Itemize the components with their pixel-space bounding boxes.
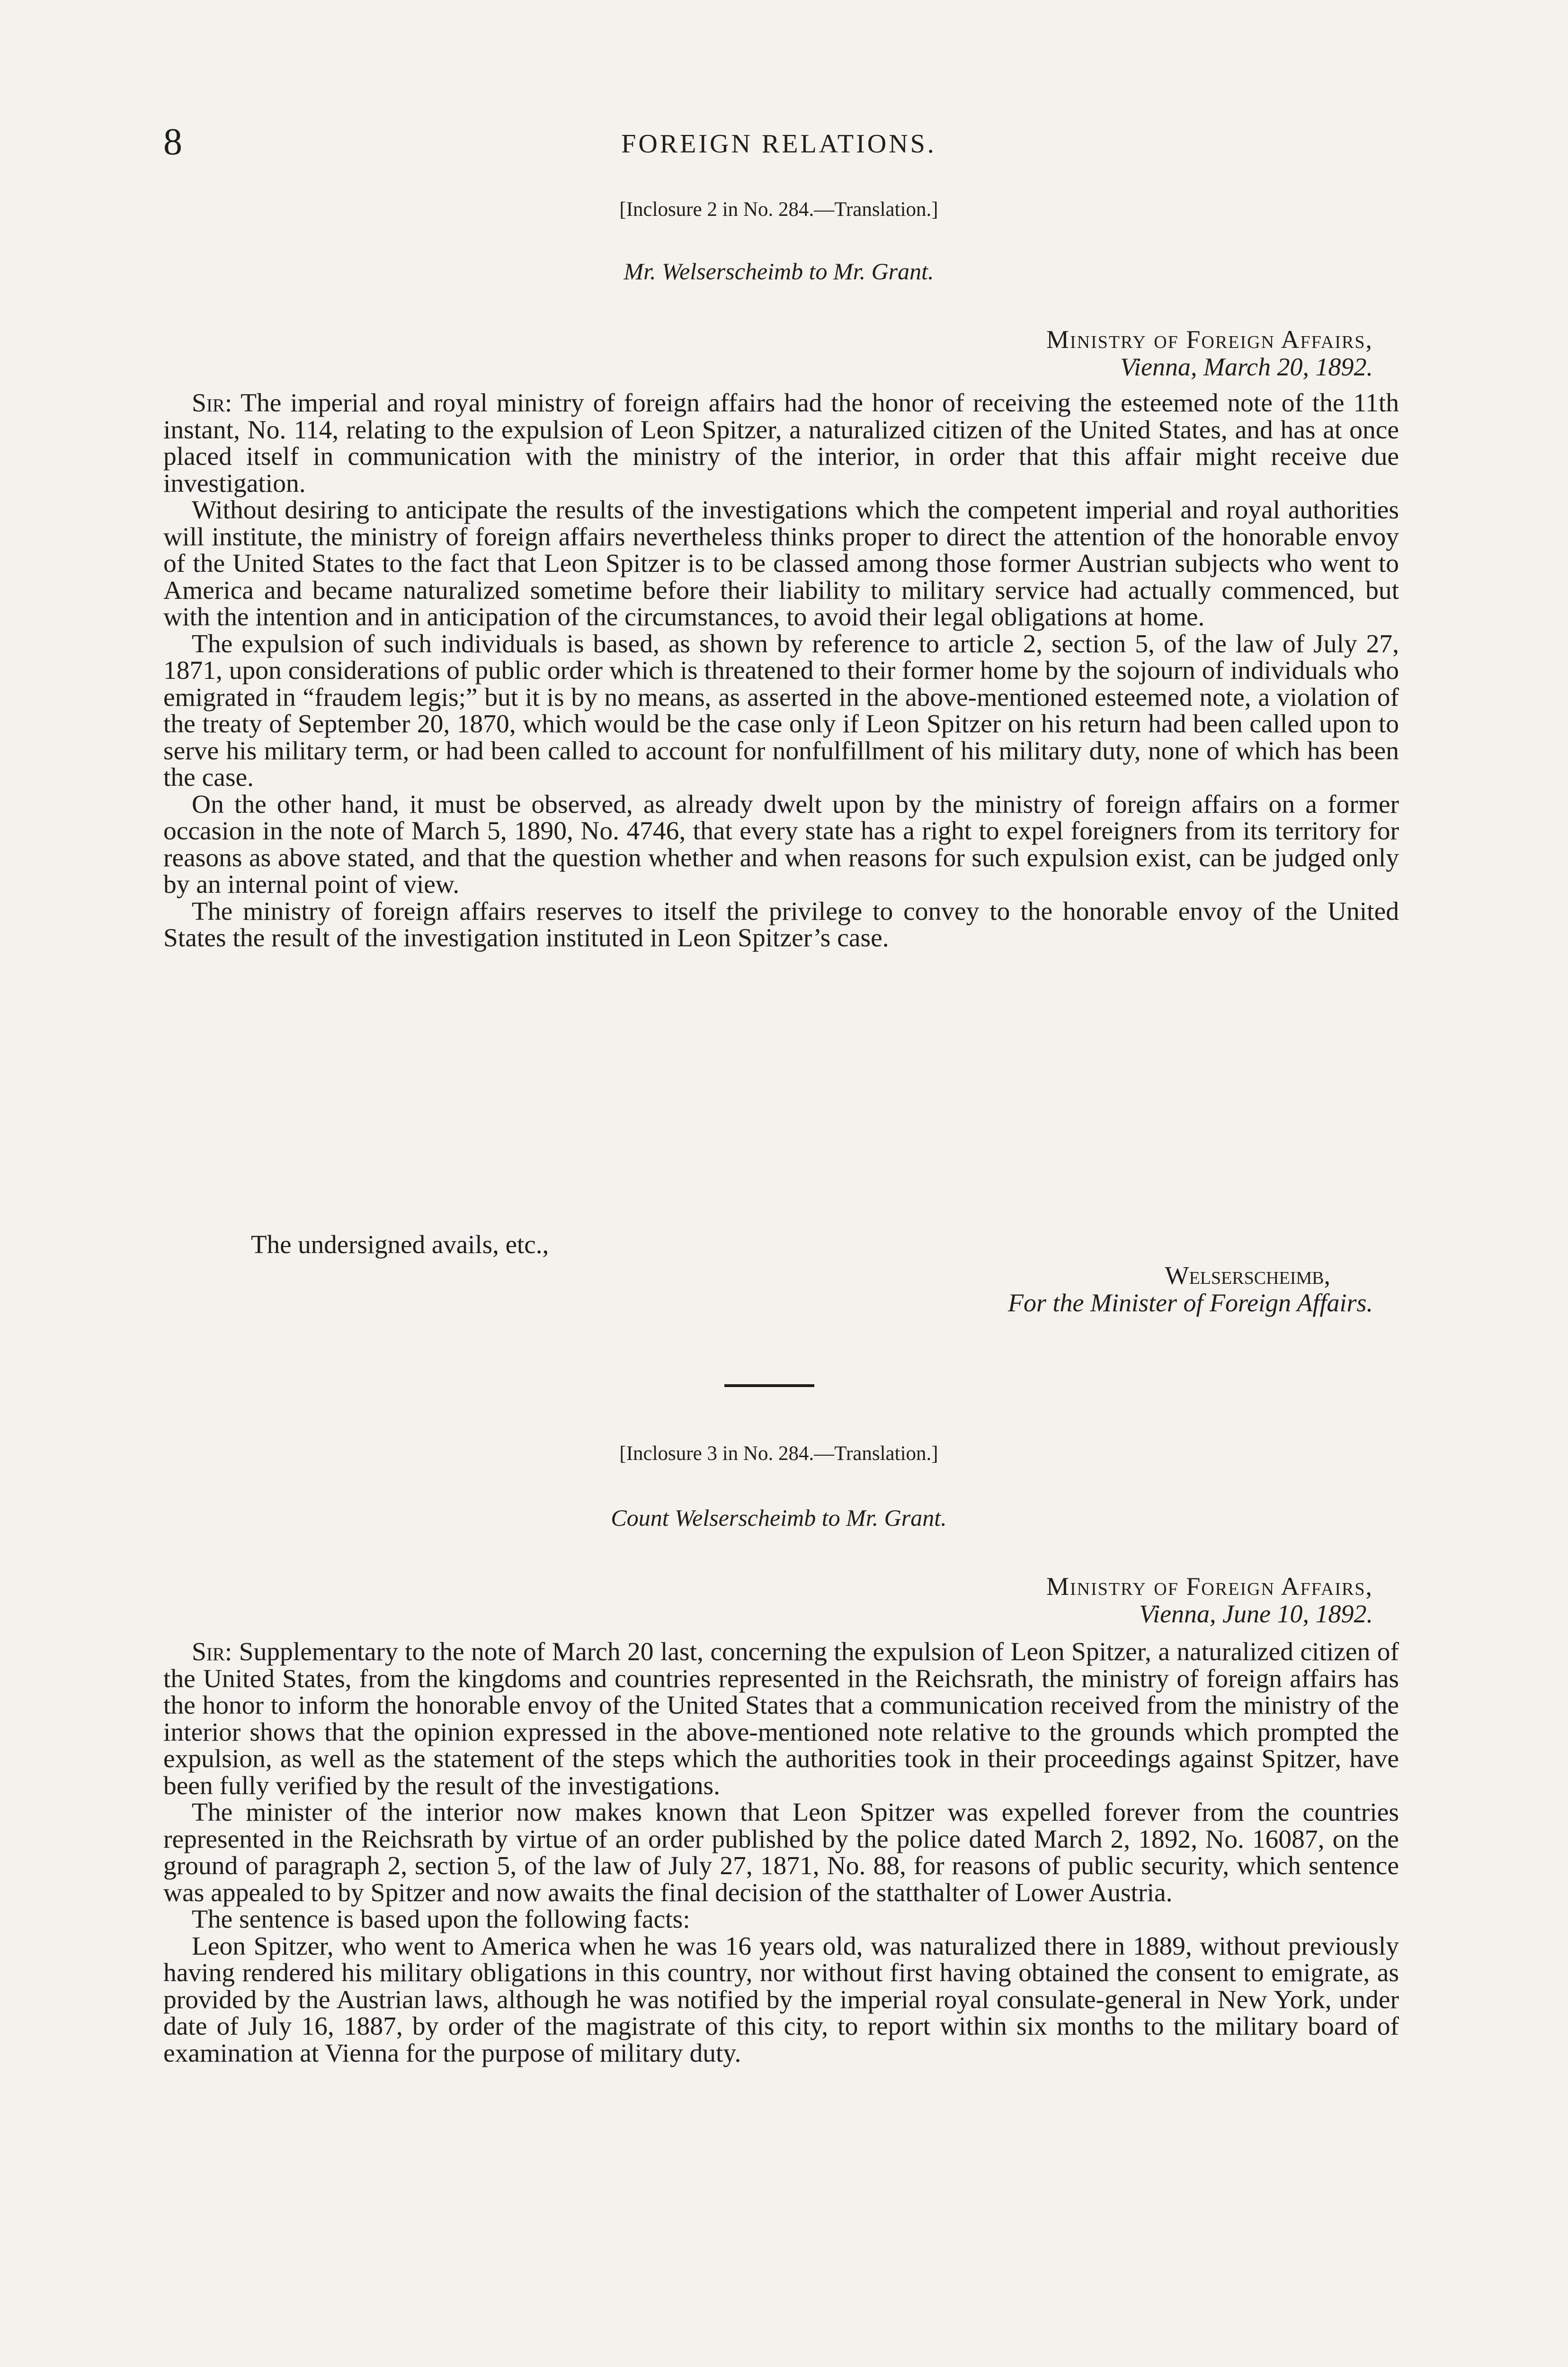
paragraph: The minister of the interior now makes known that Leon Spitzer was expelled forever from the countries represented in the Reichsrath by virtue of an order published by the police dated March 2, 1892, No. 16087, on the ground of paragraph 2, section 5, of the law of July 27, 1871, No. 88, for reasons of public security, which sentence was appealed to by Spitzer and now awaits the final decision of the statthalter of Lower Austria. xyxy=(163,1798,1399,1907)
place-date-line: Vienna, June 10, 1892. xyxy=(1139,1600,1373,1628)
running-head: FOREIGN RELATIONS. xyxy=(621,129,936,159)
place-date-line: Vienna, March 20, 1892. xyxy=(1120,353,1373,381)
signer-capacity: For the Minister of Foreign Affairs. xyxy=(1008,1289,1373,1317)
page-header xyxy=(163,118,1394,166)
section-divider xyxy=(724,1384,814,1387)
paragraph xyxy=(163,390,1399,497)
paragraph: The sentence is based upon the following facts: xyxy=(192,1905,690,1934)
salutation: Sir: xyxy=(192,1637,232,1666)
paragraph xyxy=(163,1639,1399,1799)
paragraph: The ministry of foreign affairs reserves to itself the privilege to convey to the honorable envoy of the United States the result of the investigation instituted in Leon Spitzer’s case. xyxy=(163,897,1399,952)
inclosure-3-heading: [Inclosure 3 in No. 284.—Translation.] xyxy=(619,1442,938,1465)
signer-name: Welserscheimb, xyxy=(1165,1261,1330,1290)
inclosure-2-body xyxy=(163,390,1399,952)
salutation: Sir: xyxy=(192,389,232,418)
closing-line: The undersigned avails, etc., xyxy=(251,1230,549,1259)
inclosure-2-address xyxy=(163,326,1373,381)
paragraph: Leon Spitzer, who went to America when he was 16 years old, was naturalized there in 1889, without previously having rendered his military obligations in this country, nor without first having obtained the consent to emigrate, as provided by the Austrian laws, although he was notified by the imperial royal consulate-general in New York, under date of July 16, 1887, by order of the magistrate of this city, to report within six months to the military board of examination at Vienna for the purpose of military duty. xyxy=(163,1931,1399,2068)
paragraph: Without desiring to anticipate the results of the investigations which the competent imperial and royal authorities will institute, the ministry of foreign affairs nevertheless thinks proper to direct the attention of the honorable envoy of the United States to the fact that Leon Spitzer is to be classed among those former Austrian subjects who went to America and became naturalized sometime before their liability to military service had actually commenced, but with the intention and in anticipation of the circumstances, to avoid their legal obligations at home. xyxy=(163,496,1399,632)
inclosure-3-title: Count Welserscheimb to Mr. Grant. xyxy=(611,1504,947,1531)
paragraph: On the other hand, it must be observed, as already dwelt upon by the ministry of foreign affairs on a former occasion in the note of March 5, 1890, No. 4746, that every state has a right to expel foreigners from its territory for reasons as above stated, and that the question whether and when reasons for such expulsion exist, can be judged only by an internal point of view. xyxy=(163,790,1399,899)
paragraph-text: The imperial and royal ministry of foreign affairs had the honor of receiving the esteemed note of the 11th instant, No. 114, relating to the expulsion of Leon Spitzer, a naturalized citizen of the United States, and has at once placed itself in communication with the ministry of the interior, in order that this affair might receive due investigation. xyxy=(163,389,1399,498)
inclosure-2-heading: [Inclosure 2 in No. 284.—Translation.] xyxy=(619,198,938,221)
paragraph-text: Supplementary to the note of March 20 last, concerning the expulsion of Leon Spitzer, a naturalized citizen of the United States, from the kingdoms and countries represented in the Reichsrath, the ministry of foreign affairs has the honor to inform the honorable envoy of the United States that a communication received from the ministry of the interior shows that the opinion expressed in the above-mentioned note relative to the grounds which prompted the expulsion, as well as the statement of the steps which the authorities took in their proceedings against Spitzer, have been fully verified by the result of the investigations. xyxy=(163,1637,1399,1800)
signature-block xyxy=(163,1262,1373,1317)
page-number: 8 xyxy=(163,121,182,163)
ministry-line: Ministry of Foreign Affairs, xyxy=(1046,325,1373,354)
paragraph: The expulsion of such individuals is based, as shown by reference to article 2, section 5, of the law of July 27, 1871, upon considerations of public order which is threatened to their former home by the sojourn of individuals who emigrated in “fraudem legis;” but it is by no means, as asserted in the above-mentioned esteemed note, a violation of the treaty of September 20, 1870, which would be the case only if Leon Spitzer on his return had been called upon to serve his military term, or had been called to account for nonfulfillment of his military duty, none of which has been the case. xyxy=(163,629,1399,792)
inclosure-3-body xyxy=(163,1639,1399,2067)
inclosure-3-address xyxy=(163,1573,1373,1628)
inclosure-2-title: Mr. Welserscheimb to Mr. Grant. xyxy=(624,258,934,285)
ministry-line: Ministry of Foreign Affairs, xyxy=(1046,1572,1373,1601)
